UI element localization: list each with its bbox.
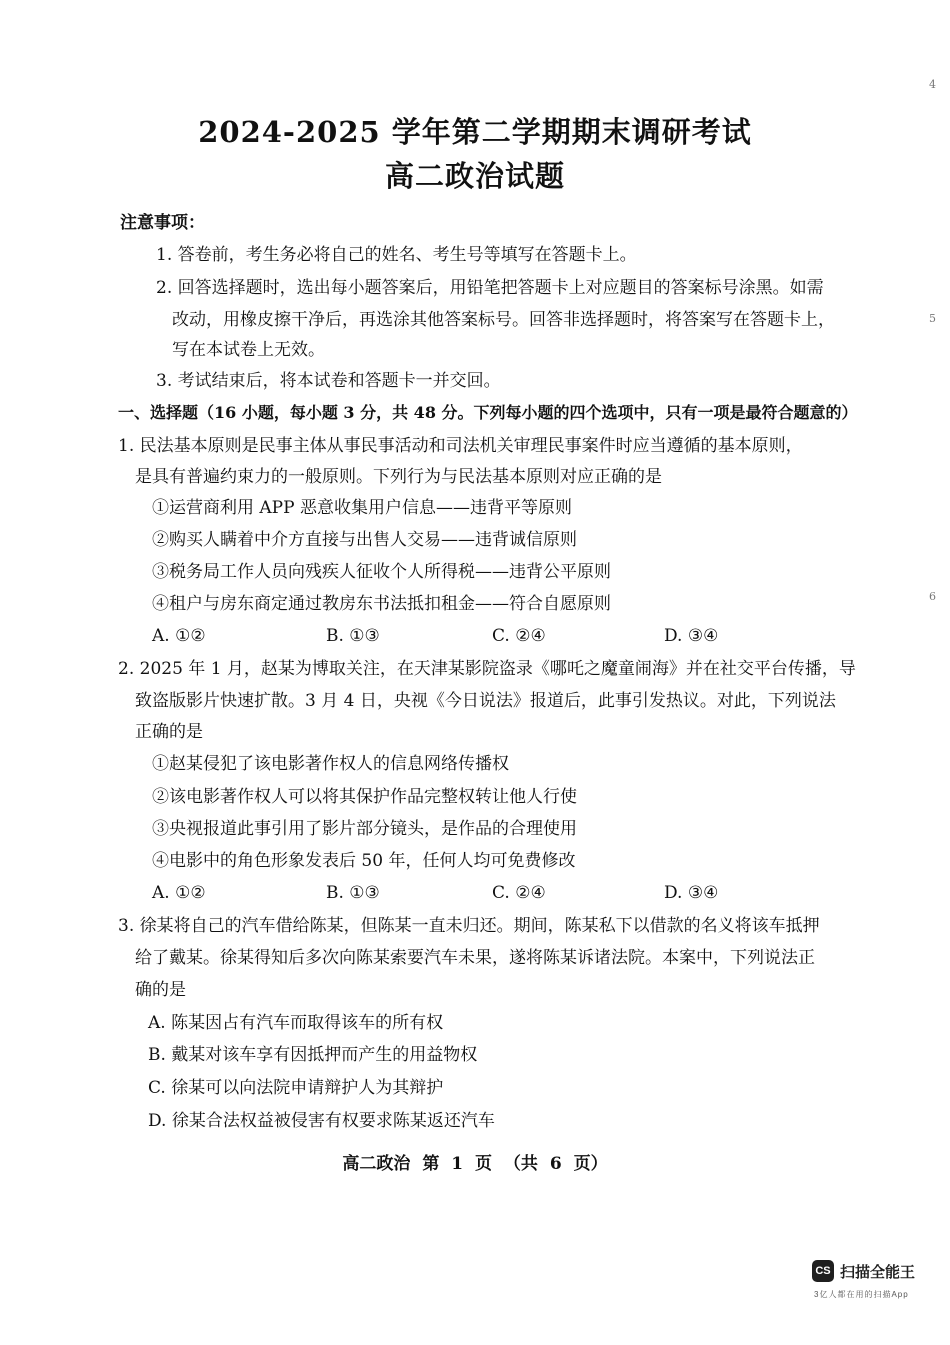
question-1-stem: 是具有普遍约束力的一般原则。下列行为与民法基本原则对应正确的是: [135, 467, 662, 487]
question-2-stem: 致盗版影片快速扩散。3 月 4 日，央视《今日说法》报道后，此事引发热议。对此，下列说法: [135, 691, 836, 711]
question-2-option-b: B. ①③: [326, 883, 380, 903]
question-1-item: ②购买人瞒着中介方直接与出售人交易——违背诚信原则: [152, 530, 577, 550]
question-2-option-c: C. ②④: [492, 883, 546, 903]
question-3-stem: 给了戴某。徐某得知后多次向陈某索要汽车未果，遂将陈某诉诸法院。本案中，下列说法正: [135, 948, 815, 968]
section-heading: 一、选择题（16 小题，每小题 3 分，共 48 分。下列每小题的四个选项中，只有一项是最符合题意的）: [118, 403, 858, 422]
question-3-stem: 3. 徐某将自己的汽车借给陈某，但陈某一直未归还。期间，陈某私下以借款的名义将该车抵押: [118, 916, 820, 936]
question-1-option-d: D. ③④: [664, 626, 719, 646]
question-2-option-d: D. ③④: [664, 883, 719, 903]
question-1-item: ①运营商利用 APP 恶意收集用户信息——违背平等原则: [152, 498, 572, 518]
notice-line: 1. 答卷前，考生务必将自己的姓名、考生号等填写在答题卡上。: [156, 245, 637, 265]
camscanner-logo-icon: CS: [812, 1260, 834, 1282]
scanner-slogan: 3亿人都在用的扫描App: [814, 1290, 909, 1299]
question-1-option-b: B. ①③: [326, 626, 380, 646]
question-1-item: ③税务局工作人员向残疾人征收个人所得税——违背公平原则: [152, 562, 611, 582]
notice-heading: 注意事项：: [120, 213, 205, 233]
question-3-choice-b: B. 戴某对该车享有因抵押而产生的用益物权: [148, 1045, 478, 1065]
question-1-item: ④租户与房东商定通过教房东书法抵扣租金——符合自愿原则: [152, 594, 611, 614]
notice-line: 2. 回答选择题时，选出每小题答案后，用铅笔把答题卡上对应题目的答案标号涂黑。如需: [156, 278, 824, 298]
question-3-choice-d: D. 徐某合法权益被侵害有权要求陈某返还汽车: [148, 1111, 495, 1131]
question-1-stem: 1. 民法基本原则是民事主体从事民事活动和司法机关审理民事案件时应当遵循的基本原则，: [118, 436, 803, 456]
notice-line: 写在本试卷上无效。: [172, 340, 325, 360]
page-footer: 高二政治 第 1 页 （共 6 页）: [342, 1154, 608, 1174]
question-2-item: ②该电影著作权人可以将其保护作品完整权转让他人行使: [152, 787, 577, 807]
question-2-item: ③央视报道此事引用了影片部分镜头，是作品的合理使用: [152, 819, 577, 839]
notice-line: 3. 考试结束后，将本试卷和答题卡一并交回。: [156, 371, 501, 391]
edge-mark: 5: [929, 312, 936, 325]
notice-line: 改动，用橡皮擦干净后，再选涂其他答案标号。回答非选择题时，将答案写在答题卡上，: [172, 310, 835, 330]
scanner-app-name: 扫描全能王: [840, 1263, 916, 1281]
edge-mark: 4: [929, 78, 936, 91]
question-1-option-a: A. ①②: [152, 626, 206, 646]
scanner-watermark: [812, 1260, 915, 1282]
question-3-stem: 确的是: [135, 980, 186, 1000]
question-2-stem: 正确的是: [135, 722, 203, 742]
question-2-item: ④电影中的角色形象发表后 50 年，任何人均可免费修改: [152, 851, 576, 871]
question-2-item: ①赵某侵犯了该电影著作权人的信息网络传播权: [152, 754, 509, 774]
edge-mark: 6: [929, 590, 936, 603]
question-3-choice-c: C. 徐某可以向法院申请辩护人为其辩护: [148, 1078, 444, 1098]
question-2-option-a: A. ①②: [152, 883, 206, 903]
question-2-stem: 2. 2025 年 1 月，赵某为博取关注，在天津某影院盗录《哪吒之魔童闹海》并在社交平台传播，导: [118, 659, 856, 679]
exam-subtitle: 高二政治试题: [384, 159, 565, 193]
exam-title: 2024-2025 学年第二学期期末调研考试: [198, 115, 752, 149]
question-3-choice-a: A. 陈某因占有汽车而取得该车的所有权: [148, 1013, 444, 1033]
question-1-option-c: C. ②④: [492, 626, 546, 646]
